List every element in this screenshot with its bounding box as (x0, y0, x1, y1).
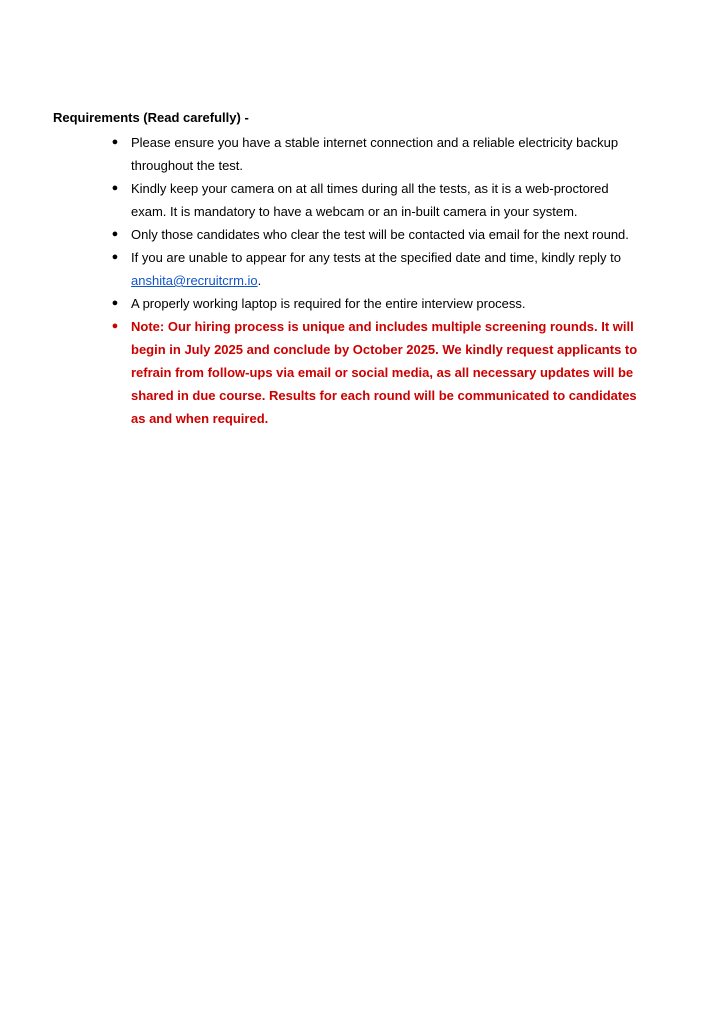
list-item (0, 131, 725, 177)
bullet-icon: ● (111, 320, 119, 332)
bullet-icon: ● (111, 182, 119, 194)
note-text: refrain from follow-ups via email or social media, as all necessary updates will be (131, 365, 634, 380)
email-line (131, 269, 665, 292)
list-item-text: Only those candidates who clear the test will be contacted via email for the next round. (131, 227, 629, 242)
list-item-text: Please ensure you have a stable internet connection and a reliable electricity backup (131, 135, 619, 150)
note-text: shared in due course. Results for each round will be communicated to candidates (131, 388, 637, 403)
email-link[interactable]: anshita@recruitcrm.io (131, 273, 258, 288)
note-text: begin in July 2025 and conclude by October 2025. We kindly request applicants to (131, 342, 638, 357)
note-text: Note: Our hiring process is unique and includes multiple screening rounds. It will (131, 319, 634, 334)
list-item-text: throughout the test. (131, 158, 244, 173)
list-item-text: A properly working laptop is required for the entire interview process. (131, 296, 526, 311)
list-item (0, 223, 725, 246)
email-suffix: . (257, 273, 262, 288)
requirements-list (0, 131, 725, 430)
list-item (0, 177, 725, 223)
note-text: as and when required. (131, 411, 269, 426)
requirements-heading: Requirements (Read carefully) - (53, 110, 249, 125)
bullet-icon: ● (111, 228, 119, 240)
list-item-text: If you are unable to appear for any tests at the specified date and time, kindly reply to (131, 250, 621, 265)
list-item (0, 292, 725, 315)
bullet-icon: ● (111, 251, 119, 263)
bullet-icon: ● (111, 297, 119, 309)
list-item-text: exam. It is mandatory to have a webcam or an in-built camera in your system. (131, 204, 578, 219)
list-item-text: Kindly keep your camera on at all times during all the tests, as it is a web-proctored (131, 181, 609, 196)
bullet-icon: ● (111, 136, 119, 148)
note-item (0, 315, 725, 430)
list-item (0, 246, 725, 292)
